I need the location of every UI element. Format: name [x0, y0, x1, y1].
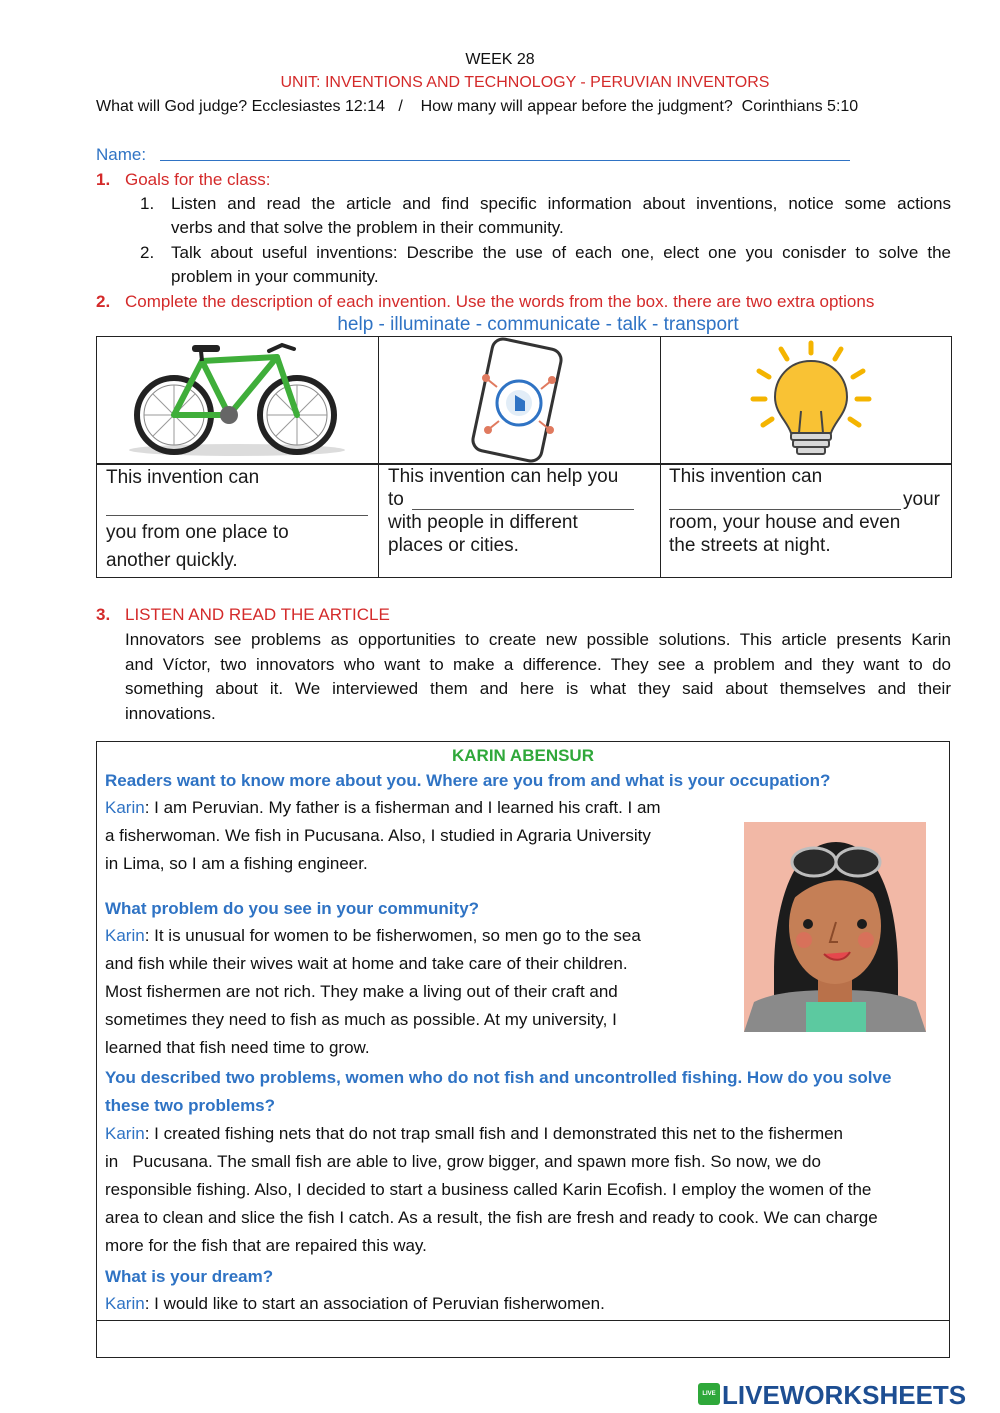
word-box: help - illuminate - communicate - talk - transport — [337, 314, 739, 335]
week-title: WEEK 28 — [465, 51, 535, 68]
answer-3-line-2: in Pucusana. The small fish are able to live, grow bigger, and spawn more fish. So now, we do — [105, 1152, 821, 1171]
answer-1-line-1: : I am Peruvian. My father is a fisherman and I learned his craft. I am — [144, 798, 661, 817]
section2-number: 2. — [96, 292, 111, 311]
lightbulb-line1: This invention can — [669, 466, 823, 487]
section1-number: 1. — [96, 170, 111, 189]
lightbulb-line3: room, your house and even — [669, 512, 901, 533]
speaker-label: Karin — [105, 1124, 145, 1143]
answer-2-line-3: Most fishermen are not rich. They make a living out of their craft and — [105, 982, 618, 1001]
smartphone-icon — [379, 337, 661, 465]
lightbulb-image-cell — [660, 336, 952, 464]
lightbulb-blank-input[interactable] — [669, 509, 901, 510]
karin-portrait — [744, 822, 926, 1032]
woman-portrait-icon — [744, 822, 926, 1032]
answer-3 — [105, 1120, 939, 1260]
logo-badge-icon: LIVE — [698, 1383, 720, 1405]
section3-title: LISTEN AND READ THE ARTICLE — [125, 605, 390, 624]
invention-table — [96, 336, 952, 578]
answer-3-line-5: more for the fish that are repaired this way. — [105, 1236, 427, 1255]
answer-4 — [105, 1290, 605, 1318]
intro-line-4: innovations. — [125, 703, 216, 723]
smartphone-image-cell — [378, 336, 660, 464]
interview-name: KARIN ABENSUR — [452, 746, 594, 765]
answer-3-line-4: area to clean and slice the fish I catch. As a result, the fish are fresh and ready to cook. We can charge — [105, 1208, 878, 1227]
question-3 — [105, 1064, 891, 1120]
bicycle-line1: This invention can — [106, 467, 260, 488]
speaker-label: Karin — [105, 798, 145, 817]
intro-line-1: Innovators see problems as opportunities to create new possible solutions. This article presents Karin — [125, 630, 951, 649]
answer-1-line-2: a fisherwoman. We fish in Pucusana. Also, I studied in Agraria University — [105, 826, 651, 845]
answer-1-line-3: in Lima, so I am a fishing engineer. — [105, 854, 368, 873]
answer-2-line-1: : It is unusual for women to be fisherwomen, so men go to the sea — [144, 926, 641, 945]
unit-title: UNIT: INVENTIONS AND TECHNOLOGY - PERUVIAN INVENTORS — [280, 74, 770, 91]
interview-divider — [97, 1320, 949, 1321]
smartphone-text-cell — [378, 464, 660, 578]
smartphone-blank-input[interactable] — [412, 509, 634, 510]
goal-2-number: 2. — [140, 243, 155, 262]
answer-2-line-2: and fish while their wives wait at home and take care of their children. — [105, 954, 628, 973]
question-1: Readers want to know more about you. Where are you from and what is your occupation? — [105, 771, 831, 790]
question-2: What problem do you see in your community? — [105, 899, 480, 918]
answer-2-line-4: sometimes they need to fish as much as possible. At my university, I — [105, 1010, 617, 1029]
smartphone-line3: with people in different — [388, 512, 578, 533]
lightbulb-text-cell — [660, 464, 952, 578]
answer-2-line-5: learned that fish need time to grow. — [105, 1038, 370, 1057]
question-3-line-1: You described two problems, women who do not fish and uncontrolled fishing. How do you solve — [105, 1068, 892, 1087]
section3-number: 3. — [96, 605, 111, 624]
intro-line-3: something about it. We interviewed them and here is what they said about themselves and their — [125, 679, 951, 698]
verse-line: What will God judge? Ecclesiastes 12:14 / How many will appear before the judgment? Corinthians 5:10 — [96, 98, 859, 115]
bicycle-line2: you from one place to — [106, 522, 289, 543]
goal-1-line1: Listen and read the article and find specific information about inventions, notice some actions — [171, 194, 951, 213]
lightbulb-icon — [661, 337, 953, 465]
answer-3-line-1: : I created fishing nets that do not trap small fish and I demonstrated this net to the fishermen — [144, 1124, 844, 1143]
name-input-line[interactable] — [160, 160, 850, 161]
answer-3-line-3: responsible fishing. Also, I decided to start a business called Karin Ecofish. I employ the women of the — [105, 1180, 872, 1199]
bicycle-image-cell — [96, 336, 378, 464]
answer-2 — [105, 922, 641, 1062]
answer-1 — [105, 794, 661, 878]
intro-line-2: and Víctor, two innovators who want to make a difference. They see a problem and they want to do — [125, 654, 951, 674]
question-3-line-2: these two problems? — [105, 1096, 276, 1115]
goal-2-line2: problem in your community. — [171, 267, 379, 286]
speaker-label: Karin — [105, 926, 145, 945]
bicycle-text-cell — [96, 464, 378, 578]
goal-1-number: 1. — [140, 194, 155, 213]
smartphone-line4: places or cities. — [388, 535, 519, 556]
goal-2-line1: Talk about useful inventions: Describe the use of each one, elect one you conisder to solve the — [171, 243, 951, 262]
bicycle-blank-input[interactable] — [106, 515, 368, 516]
lightbulb-line2: your — [903, 489, 940, 510]
smartphone-line2: to — [388, 489, 404, 510]
section2-title: Complete the description of each invention. Use the words from the box. there are two extra options — [125, 292, 875, 311]
liveworksheets-logo — [698, 1380, 998, 1410]
section1-title: Goals for the class: — [125, 170, 271, 189]
logo-text: LIVEWORKSHEETS — [722, 1380, 967, 1410]
speaker-label: Karin — [105, 1294, 145, 1313]
bicycle-icon — [97, 337, 379, 465]
answer-4-text: : I would like to start an association of Peruvian fisherwomen. — [144, 1294, 605, 1313]
name-label: Name: — [96, 145, 147, 164]
goal-1-line2: verbs and that solve the problem in their community. — [171, 218, 564, 237]
question-4: What is your dream? — [105, 1267, 274, 1286]
article-intro — [125, 629, 951, 727]
smartphone-line1: This invention can help you — [388, 466, 619, 487]
bicycle-line3: another quickly. — [106, 550, 238, 571]
lightbulb-line4: the streets at night. — [669, 535, 831, 556]
